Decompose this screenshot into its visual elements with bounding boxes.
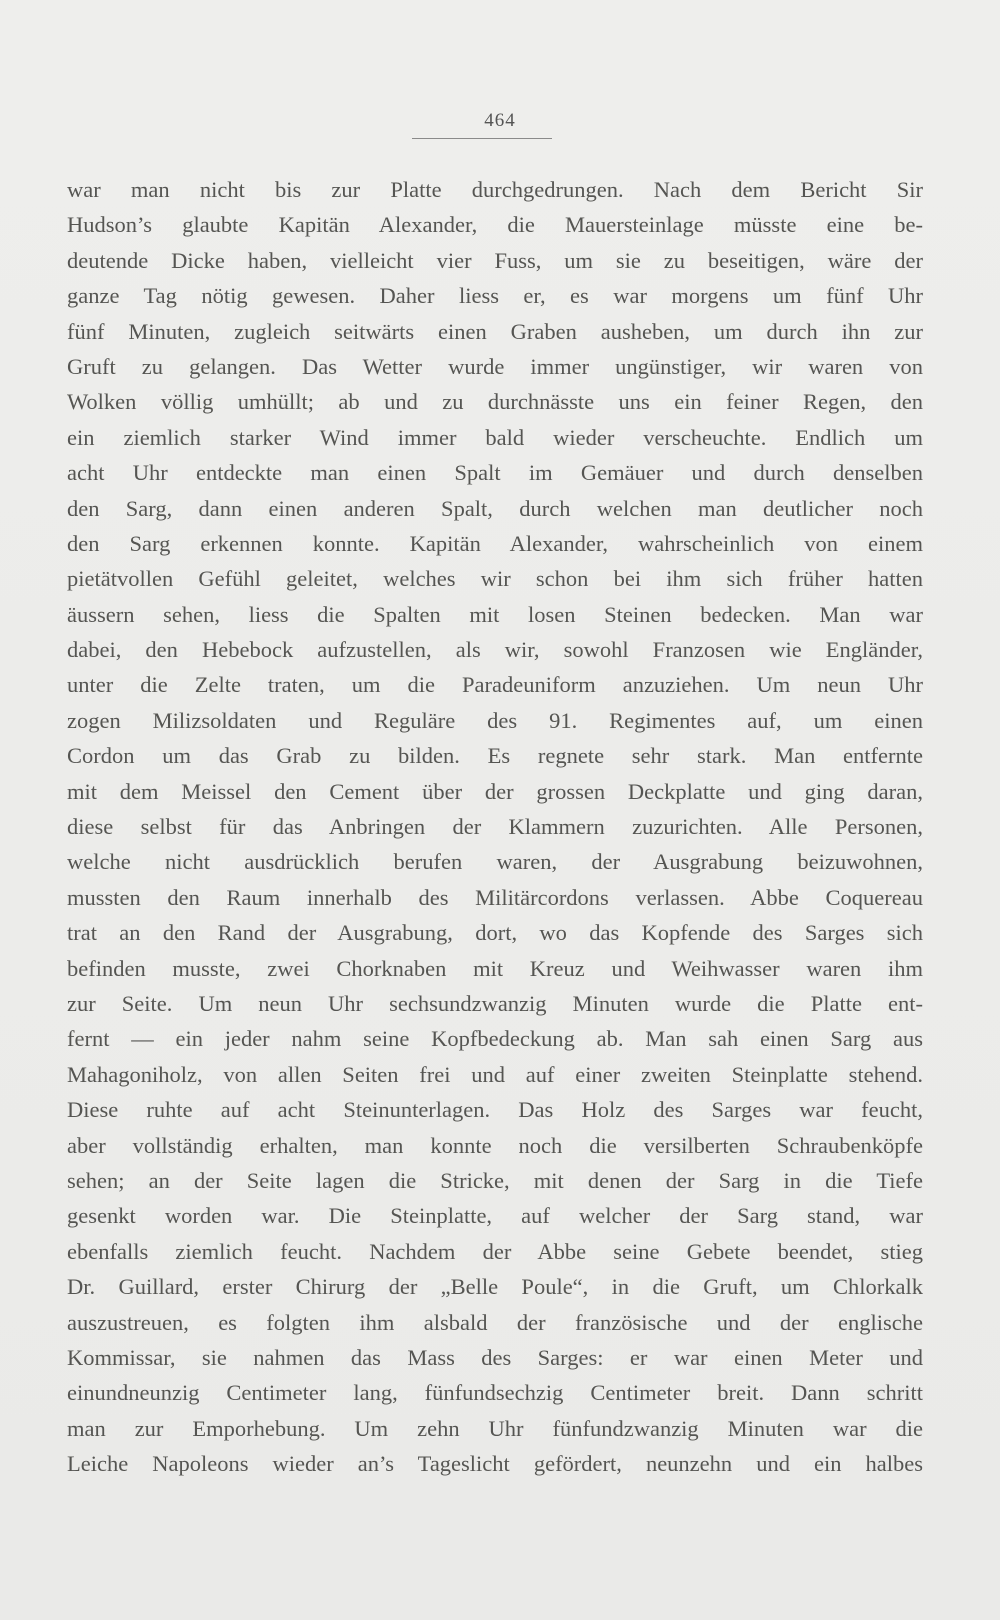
text-line: aber vollständig erhalten, man konnte noch die versilberten Schraubenköpfe <box>67 1132 923 1158</box>
text-line: gesenkt worden war. Die Steinplatte, auf welcher der Sarg stand, war <box>67 1203 923 1229</box>
text-line: Mahagoniholz, von allen Seiten frei und auf einer zweiten Steinplatte stehend. <box>67 1061 923 1087</box>
text-line: fernt — ein jeder nahm seine Kopfbedeckung ab. Man sah einen Sarg aus <box>67 1026 923 1052</box>
text-line: auszustreuen, es folgten ihm alsbald der französische und der englische <box>67 1309 923 1335</box>
text-line: diese selbst für das Anbringen der Klammern zuzurichten. Alle Personen, <box>67 814 923 840</box>
text-line: Leiche Napoleons wieder an’s Tageslicht gefördert, neunzehn und ein halbes <box>67 1451 923 1477</box>
text-line: den Sarg, dann einen anderen Spalt, durch welchen man deutlicher noch <box>67 495 923 521</box>
page-number: 464 <box>484 110 516 131</box>
text-line: Wolken völlig umhüllt; ab und zu durchnässte uns ein feiner Regen, den <box>67 389 923 415</box>
text-line: zogen Milizsoldaten und Reguläre des 91. Regimentes auf, um einen <box>67 707 923 733</box>
text-line: mit dem Meissel den Cement über der grossen Deckplatte und ging daran, <box>67 778 923 804</box>
text-line: sehen; an der Seite lagen die Stricke, mit denen der Sarg in die Tiefe <box>67 1167 923 1193</box>
body-text <box>67 172 923 1481</box>
text-line: war man nicht bis zur Platte durchgedrungen. Nach dem Bericht Sir <box>67 177 923 202</box>
text-line: acht Uhr entdeckte man einen Spalt im Gemäuer und durch denselben <box>67 460 923 486</box>
text-line: fünf Minuten, zugleich seitwärts einen Graben ausheben, um durch ihn zur <box>67 318 923 344</box>
text-line: unter die Zelte traten, um die Paradeuniform anzuziehen. Um neun Uhr <box>67 672 923 698</box>
text-line: dabei, den Hebebock aufzustellen, als wir, sowohl Franzosen wie Engländer, <box>67 637 923 663</box>
text-line: einundneunzig Centimeter lang, fünfundsechzig Centimeter breit. Dann schritt <box>67 1380 923 1406</box>
text-line: Dr. Guillard, erster Chirurg der „Belle Poule“, in die Gruft, um Chlorkalk <box>67 1274 923 1300</box>
text-line: pietätvollen Gefühl geleitet, welches wir schon bei ihm sich früher hatten <box>67 566 923 592</box>
text-line: Cordon um das Grab zu bilden. Es regnete sehr stark. Man entfernte <box>67 743 923 769</box>
text-line: trat an den Rand der Ausgrabung, dort, wo das Kopfende des Sarges sich <box>67 920 923 946</box>
text-line: ebenfalls ziemlich feucht. Nachdem der Abbe seine Gebete beendet, stieg <box>67 1238 923 1264</box>
text-line: ganze Tag nötig gewesen. Daher liess er, es war morgens um fünf Uhr <box>67 283 923 309</box>
text-line: Kommissar, sie nahmen das Mass des Sarges: er war einen Meter und <box>67 1344 923 1370</box>
text-line: Gruft zu gelangen. Das Wetter wurde immer ungünstiger, wir waren von <box>67 353 923 379</box>
header-rule <box>412 138 552 139</box>
text-line: Hudson’s glaubte Kapitän Alexander, die Mauersteinlage müsste eine be- <box>67 212 923 238</box>
text-line: befinden musste, zwei Chorknaben mit Kreuz und Weihwasser waren ihm <box>67 955 923 981</box>
text-line: zur Seite. Um neun Uhr sechsundzwanzig Minuten wurde die Platte ent- <box>67 990 923 1016</box>
text-line: ein ziemlich starker Wind immer bald wieder verscheuchte. Endlich um <box>67 424 923 450</box>
text-line: den Sarg erkennen konnte. Kapitän Alexander, wahrscheinlich von einem <box>67 530 923 556</box>
text-line: deutende Dicke haben, vielleicht vier Fuss, um sie zu beseitigen, wäre der <box>67 247 923 273</box>
text-line: welche nicht ausdrücklich berufen waren, der Ausgrabung beizuwohnen, <box>67 849 923 875</box>
text-line: äussern sehen, liess die Spalten mit losen Steinen bedecken. Man war <box>67 601 923 627</box>
text-line: man zur Emporhebung. Um zehn Uhr fünfundzwanzig Minuten war die <box>67 1415 923 1441</box>
text-line: mussten den Raum innerhalb des Militärcordons verlassen. Abbe Coquereau <box>67 884 923 910</box>
text-line: Diese ruhte auf acht Steinunterlagen. Das Holz des Sarges war feucht, <box>67 1097 923 1123</box>
